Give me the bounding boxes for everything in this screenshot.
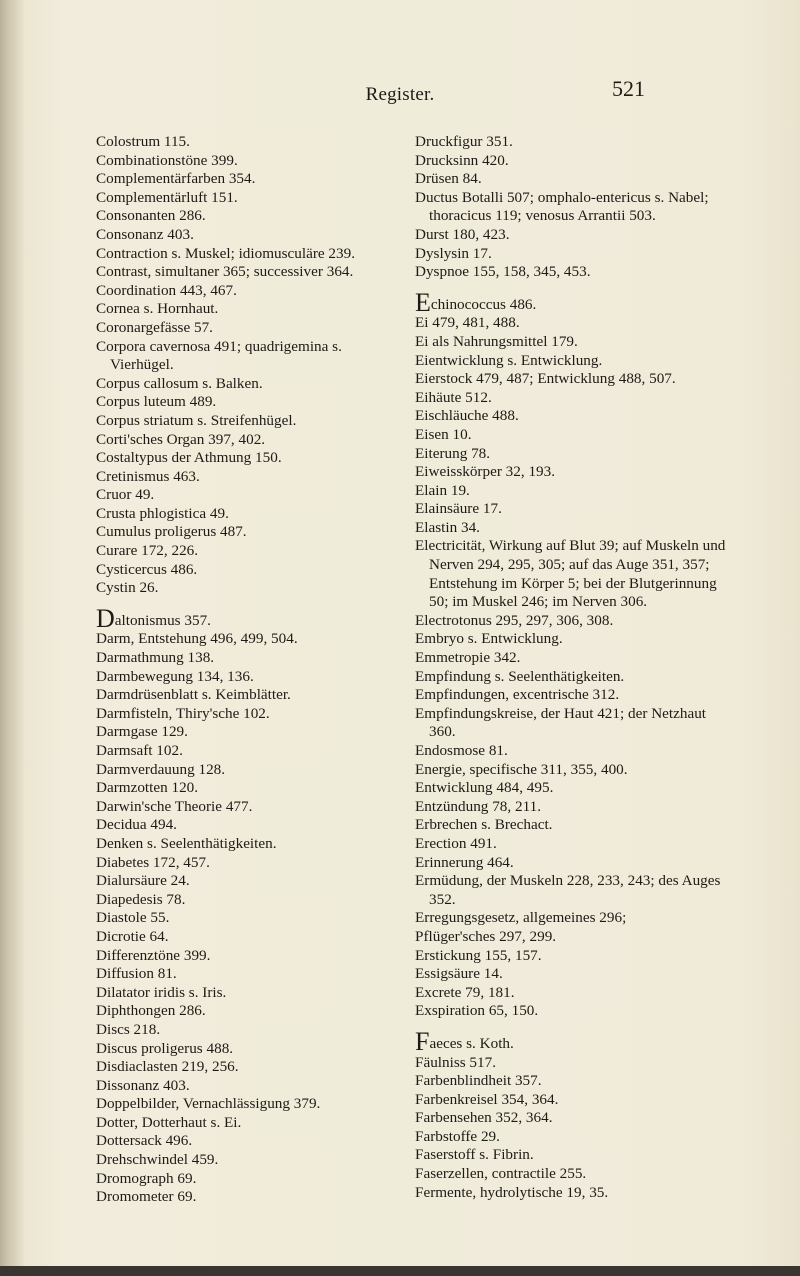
- index-entry: [415, 928, 733, 947]
- index-entry: [96, 947, 396, 966]
- index-entry-text: Corti'sches Organ 397, 402.: [96, 430, 266, 448]
- index-column-right: [415, 133, 733, 1202]
- index-entry: [415, 445, 733, 464]
- index-entry: [96, 798, 396, 817]
- index-entry: [96, 412, 396, 431]
- index-entry-text: Darmverdauung 128.: [96, 760, 226, 778]
- section-initial-letter: F: [415, 1026, 430, 1056]
- index-entry: [415, 500, 733, 519]
- index-entry-text: Cysticercus 486.: [96, 560, 198, 578]
- index-entry-text: Farbenkreisel 354, 364.: [415, 1090, 559, 1108]
- index-entry: [415, 407, 733, 426]
- index-entry: [96, 468, 396, 487]
- index-entry: [96, 486, 396, 505]
- index-entry: [415, 1091, 733, 1110]
- index-entry-text: Dotter, Dotterhaut s. Ei.: [96, 1113, 242, 1131]
- index-entry-text: Elainsäure 17.: [415, 500, 502, 518]
- index-entry: [96, 1077, 396, 1096]
- index-entry-text: Contraction s. Muskel; idiomusculäre 239.: [96, 244, 355, 262]
- index-entry: [415, 463, 733, 482]
- index-entry: [415, 742, 733, 761]
- index-entry-text: Eihäute 512.: [415, 388, 492, 406]
- index-entry: [96, 705, 396, 724]
- index-entry-text: Darmathmung 138.: [96, 649, 215, 667]
- index-entry-text: Denken s. Seelenthätigkeiten.: [96, 834, 277, 852]
- index-entry-text: Cumulus proligerus 487.: [96, 523, 247, 541]
- index-entry-text: Diffusion 81.: [96, 965, 177, 983]
- index-entry: [96, 1151, 396, 1170]
- index-entry-text: Excrete 79, 181.: [415, 983, 515, 1001]
- index-entry-text: Emmetropie 342.: [415, 649, 521, 667]
- index-entry-text: Coronargefässe 57.: [96, 318, 213, 336]
- index-entry: [415, 705, 733, 742]
- index-entry: [415, 1072, 733, 1091]
- index-entry-text: Electricität, Wirkung auf Blut 39; auf Muskeln und Nerven 294, 295, 305; auf das Auge 351, 357; Entstehung im Körper 5; bei der Blutgerinnung 50; im Muskel 246; im Nerven 306.: [415, 537, 726, 611]
- index-entry-text: Dromometer 69.: [96, 1188, 197, 1206]
- index-entry-text: Druckfigur 351.: [415, 133, 513, 150]
- index-entry-text: Dilatator iridis s. Iris.: [96, 983, 227, 1001]
- index-entry-text: Empfindung s. Seelenthätigkeiten.: [415, 667, 625, 685]
- index-entry: [96, 686, 396, 705]
- running-head: Register.: [365, 84, 435, 105]
- index-entry-text: Colostrum 115.: [96, 133, 190, 150]
- index-entry: [96, 984, 396, 1003]
- index-entry: [96, 1002, 396, 1021]
- index-entry: [96, 1188, 396, 1207]
- index-entry-text: Dyspnoe 155, 158, 345, 453.: [415, 263, 591, 281]
- index-entry: [415, 612, 733, 631]
- index-entry: [96, 909, 396, 928]
- index-entry: [415, 245, 733, 264]
- index-entry-text: Endosmose 81.: [415, 742, 508, 759]
- index-entry-text: Dialursäure 24.: [96, 872, 190, 890]
- scan-bottom-edge: [0, 1266, 800, 1276]
- index-entry: [415, 779, 733, 798]
- index-entry: [96, 282, 396, 301]
- index-entry: [96, 561, 396, 580]
- index-entry: [96, 779, 396, 798]
- index-entry-text: Electrotonus 295, 297, 306, 308.: [415, 611, 614, 629]
- index-entry: [415, 1184, 733, 1203]
- index-entry-text: Darmbewegung 134, 136.: [96, 667, 254, 685]
- index-entry-text: Combinationstöne 399.: [96, 151, 238, 169]
- index-entry-text: Diphthongen 286.: [96, 1002, 206, 1020]
- index-entry-text: Curare 172, 226.: [96, 542, 199, 560]
- index-entry: [96, 189, 396, 208]
- index-entry: [96, 1021, 396, 1040]
- index-entry: [415, 630, 733, 649]
- index-entry: [415, 314, 733, 333]
- index-entry: [96, 449, 396, 468]
- index-entry: [96, 668, 396, 687]
- index-entry-text: Eiweisskörper 32, 193.: [415, 463, 556, 481]
- index-entry: [96, 630, 396, 649]
- index-entry: [415, 482, 733, 501]
- index-entry-text: Discs 218.: [96, 1020, 161, 1038]
- index-entry-text: Darm, Entstehung 496, 499, 504.: [96, 630, 298, 648]
- index-entry: [415, 1165, 733, 1184]
- index-entry: [96, 1132, 396, 1151]
- index-entry-text: Eisen 10.: [415, 425, 472, 443]
- index-entry: [96, 872, 396, 891]
- index-entry-text: Crusta phlogistica 49.: [96, 504, 229, 522]
- index-entry: [96, 393, 396, 412]
- index-entry: [96, 723, 396, 742]
- index-entry: [415, 1146, 733, 1165]
- index-entry-text: Dicrotie 64.: [96, 927, 169, 945]
- index-entry: [96, 1095, 396, 1114]
- index-entry: [96, 505, 396, 524]
- index-entry: [415, 1128, 733, 1147]
- index-entry-text: Complementärluft 151.: [96, 188, 238, 206]
- index-entry-text: Eischläuche 488.: [415, 407, 519, 425]
- index-entry-text: Corpora cavernosa 491; quadrigemina s. Vierhügel.: [96, 337, 342, 374]
- index-entry: [96, 761, 396, 780]
- index-entry-text: Dottersack 496.: [96, 1132, 193, 1150]
- index-entry-text: Empfindungen, excentrische 312.: [415, 686, 620, 704]
- index-entry-text: Darwin'sche Theorie 477.: [96, 797, 253, 815]
- index-entry: [96, 245, 396, 264]
- index-entry-text: Consonanz 403.: [96, 225, 194, 243]
- index-entry-text: Elain 19.: [415, 481, 470, 499]
- index-entry-text: Farbensehen 352, 364.: [415, 1109, 553, 1127]
- index-entry-text: Eientwicklung s. Entwicklung.: [415, 351, 603, 369]
- index-entry-text: Cruor 49.: [96, 486, 155, 504]
- index-entry-text: altonismus 357.: [114, 611, 211, 629]
- index-entry: [96, 523, 396, 542]
- index-entry-text: Eiterung 78.: [415, 444, 491, 462]
- index-entry-text: aeces s. Koth.: [429, 1034, 514, 1052]
- index-entry-text: Farbstoffe 29.: [415, 1127, 500, 1145]
- index-entry: [415, 965, 733, 984]
- index-entry: [415, 1026, 733, 1056]
- index-entry-text: Embryo s. Entwicklung.: [415, 630, 563, 648]
- index-entry-text: Cretinismus 463.: [96, 467, 200, 485]
- index-entry: [415, 686, 733, 705]
- index-entry: [415, 1002, 733, 1021]
- index-entry: [415, 909, 733, 928]
- index-entry-text: Ei als Nahrungsmittel 179.: [415, 332, 578, 350]
- index-entry: [415, 519, 733, 538]
- index-entry-text: chinococcus 486.: [430, 295, 537, 313]
- index-entry: [415, 798, 733, 817]
- index-entry-text: Coordination 443, 467.: [96, 281, 237, 299]
- index-column-left: [96, 133, 396, 1207]
- index-entry-text: Darmdrüsenblatt s. Keimblätter.: [96, 686, 291, 704]
- index-entry-text: Ei 479, 481, 488.: [415, 314, 520, 332]
- index-entry: [96, 854, 396, 873]
- index-entry-text: Entzündung 78, 211.: [415, 797, 541, 815]
- index-entry: [96, 965, 396, 984]
- index-entry-text: Erinnerung 464.: [415, 853, 514, 871]
- index-entry-text: Erbrechen s. Brechact.: [415, 816, 553, 834]
- index-entry-text: Durst 180, 423.: [415, 225, 510, 243]
- index-entry-text: Darmgase 129.: [96, 723, 188, 741]
- index-entry: [415, 984, 733, 1003]
- index-entry-text: Drüsen 84.: [415, 170, 482, 188]
- index-entry-text: Elastin 34.: [415, 518, 480, 536]
- index-entry: [96, 891, 396, 910]
- index-entry-text: Disdiaclasten 219, 256.: [96, 1058, 239, 1076]
- index-entry: [96, 742, 396, 761]
- index-entry: [415, 761, 733, 780]
- index-entry: [96, 152, 396, 171]
- index-entry: [96, 226, 396, 245]
- index-entry-text: Contrast, simultaner 365; successiver 364.: [96, 263, 354, 281]
- index-entry: [415, 370, 733, 389]
- index-entry: [96, 431, 396, 450]
- index-entry-text: Dromograph 69.: [96, 1169, 197, 1187]
- index-entry: [415, 389, 733, 408]
- index-entry-text: Corpus luteum 489.: [96, 393, 217, 411]
- index-entry: [96, 928, 396, 947]
- index-entry: [415, 947, 733, 966]
- section-initial-letter: D: [96, 603, 115, 633]
- index-entry-text: Fäulniss 517.: [415, 1053, 497, 1071]
- index-entry-text: Consonanten 286.: [96, 207, 206, 225]
- index-entry-text: Entwicklung 484, 495.: [415, 779, 554, 797]
- index-entry: [415, 668, 733, 687]
- index-entry: [415, 189, 733, 226]
- index-entry-text: Dissonanz 403.: [96, 1076, 190, 1094]
- index-entry-text: Corpus striatum s. Streifenhügel.: [96, 411, 297, 429]
- index-entry-text: Pflüger'sches 297, 299.: [415, 927, 557, 945]
- index-entry-text: Empfindungskreise, der Haut 421; der Netzhaut 360.: [415, 704, 707, 741]
- index-entry: [415, 649, 733, 668]
- index-entry-text: Diapedesis 78.: [96, 890, 186, 908]
- index-entry-text: Eierstock 479, 487; Entwicklung 488, 507.: [415, 370, 676, 388]
- index-entry-text: Differenztöne 399.: [96, 946, 211, 964]
- index-entry-text: Drucksinn 420.: [415, 151, 509, 169]
- index-entry: [96, 300, 396, 319]
- index-entry: [96, 319, 396, 338]
- index-entry: [415, 287, 733, 317]
- index-entry: [415, 835, 733, 854]
- index-entry-text: Faserstoff s. Fibrin.: [415, 1146, 534, 1164]
- index-entry: [96, 1114, 396, 1133]
- index-entry: [96, 1170, 396, 1189]
- index-entry-text: Dyslysin 17.: [415, 244, 492, 262]
- index-entry: [96, 375, 396, 394]
- index-entry-text: Cornea s. Hornhaut.: [96, 300, 219, 318]
- index-entry-text: Faserzellen, contractile 255.: [415, 1165, 587, 1183]
- index-entry: [96, 1058, 396, 1077]
- index-entry-text: Darmzotten 120.: [96, 779, 199, 797]
- section-initial-letter: E: [415, 287, 431, 317]
- index-entry: [96, 133, 396, 152]
- index-entry-text: Erstickung 155, 157.: [415, 946, 542, 964]
- index-entry: [415, 170, 733, 189]
- index-entry-text: Doppelbilder, Vernachlässigung 379.: [96, 1095, 321, 1113]
- index-entry-text: Discus proligerus 488.: [96, 1039, 234, 1057]
- index-entry: [415, 352, 733, 371]
- index-entry: [415, 816, 733, 835]
- index-entry-text: Darmsaft 102.: [96, 742, 183, 759]
- index-entry: [96, 603, 396, 633]
- index-entry-text: Cystin 26.: [96, 579, 159, 597]
- index-entry: [96, 579, 396, 598]
- index-entry: [96, 1040, 396, 1059]
- index-entry-text: Farbenblindheit 357.: [415, 1072, 542, 1090]
- index-entry-text: Corpus callosum s. Balken.: [96, 374, 263, 392]
- index-entry-text: Diabetes 172, 457.: [96, 853, 210, 871]
- index-entry-text: Complementärfarben 354.: [96, 170, 256, 188]
- index-entry: [415, 226, 733, 245]
- index-entry-text: Exspiration 65, 150.: [415, 1002, 539, 1020]
- index-entry-text: Ductus Botalli 507; omphalo-entericus s. Nabel; thoracicus 119; venosus Arrantii 503.: [415, 188, 709, 225]
- index-entry-text: Essigsäure 14.: [415, 965, 503, 983]
- index-entry: [415, 537, 733, 611]
- index-entry: [415, 1109, 733, 1128]
- index-entry-text: Erection 491.: [415, 834, 497, 852]
- index-entry: [96, 649, 396, 668]
- index-entry-text: Ermüdung, der Muskeln 228, 233, 243; des Auges 352.: [415, 872, 721, 908]
- index-entry-text: Energie, specifische 311, 355, 400.: [415, 760, 628, 778]
- index-entry: [415, 333, 733, 352]
- index-entry: [415, 152, 733, 171]
- index-entry: [415, 133, 733, 152]
- index-entry: [96, 338, 396, 375]
- index-entry: [96, 207, 396, 226]
- page-number: 521: [612, 76, 645, 101]
- index-entry-text: Decidua 494.: [96, 816, 177, 834]
- index-entry-text: Costaltypus der Athmung 150.: [96, 449, 282, 467]
- index-entry: [415, 1054, 733, 1073]
- index-entry: [96, 542, 396, 561]
- index-entry-text: Darmfisteln, Thiry'sche 102.: [96, 704, 270, 722]
- index-entry: [415, 263, 733, 282]
- index-entry: [415, 872, 733, 909]
- page-binding-shadow: [0, 0, 26, 1276]
- index-entry: [415, 426, 733, 445]
- index-entry: [96, 170, 396, 189]
- index-entry: [96, 263, 396, 282]
- index-entry-text: Erregungsgesetz, allgemeines 296;: [415, 909, 627, 927]
- index-entry-text: Diastole 55.: [96, 909, 170, 927]
- index-entry: [96, 835, 396, 854]
- index-entry-text: Fermente, hydrolytische 19, 35.: [415, 1183, 609, 1201]
- index-entry: [96, 816, 396, 835]
- index-entry: [415, 854, 733, 873]
- index-entry-text: Drehschwindel 459.: [96, 1151, 219, 1169]
